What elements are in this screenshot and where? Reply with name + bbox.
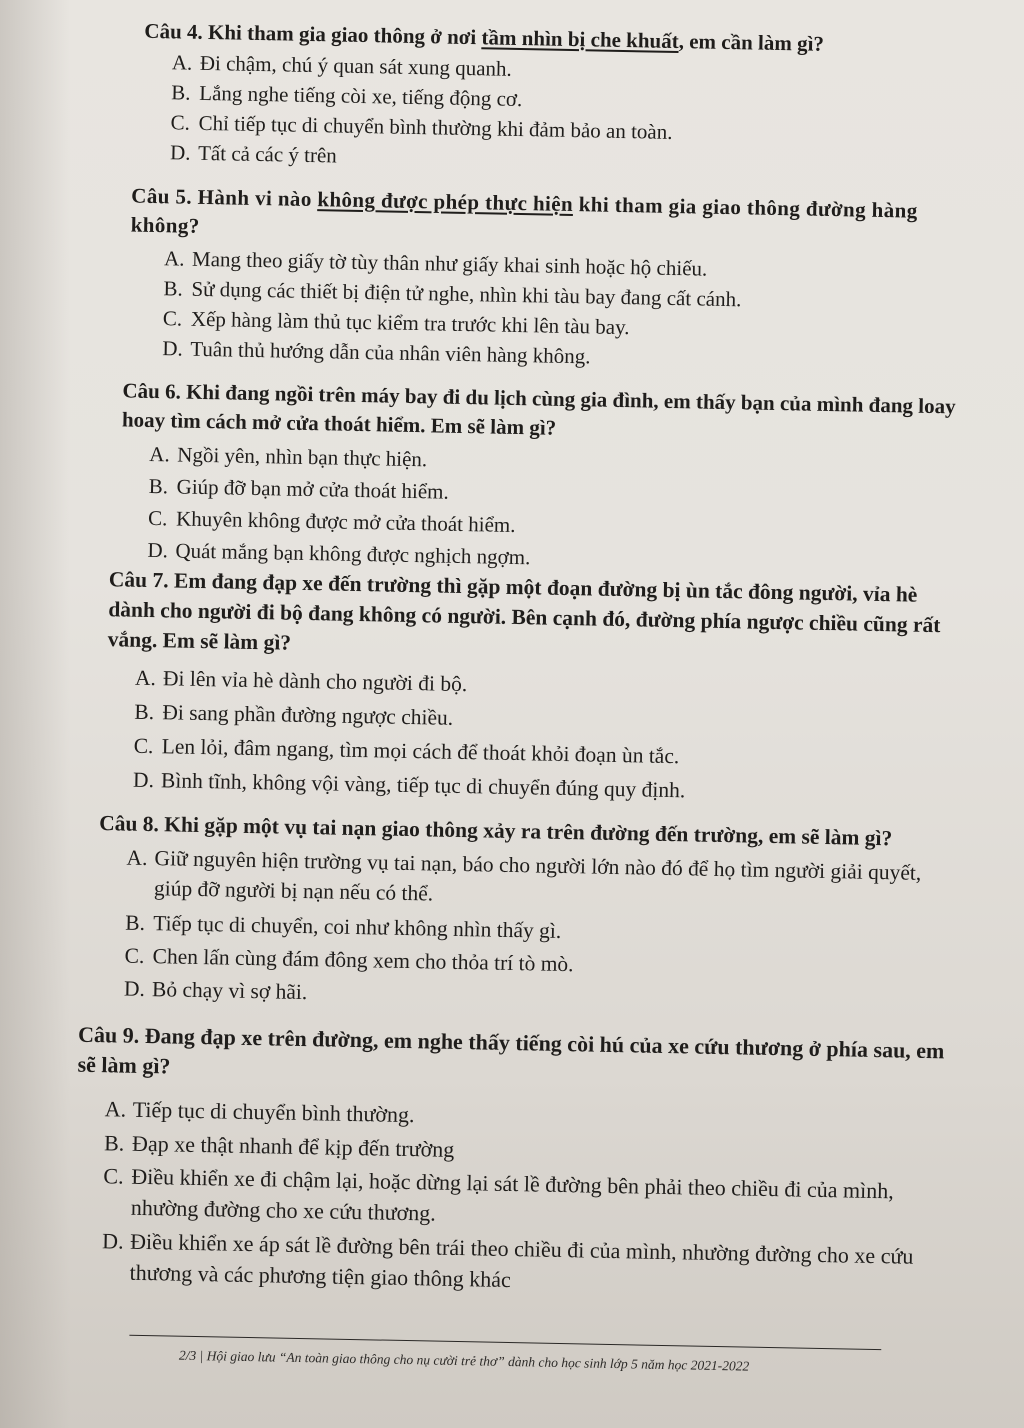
option-text: Đi sang phần đường ngược chiều. [162, 700, 454, 730]
answer-options [73, 1092, 947, 1304]
option-text: Đi chậm, chú ý quan sát xung quanh. [199, 50, 513, 81]
answer-options [96, 842, 959, 1021]
question-7 [105, 564, 959, 812]
answer-options [142, 47, 904, 182]
option-letter: B. [103, 1130, 125, 1156]
option-letter: C. [170, 110, 191, 135]
option-text: Mang theo giấy tờ tùy thân như giấy khai sinh hoặc hộ chiếu. [191, 246, 708, 281]
option-text: Đạp xe thật nhanh để kịp đến trường [131, 1130, 455, 1162]
answer-options [119, 437, 966, 581]
option-text: Bỏ chạy vì sợ hãi. [151, 977, 308, 1005]
option-letter: A. [163, 246, 185, 271]
option-letter: D. [132, 767, 155, 793]
option-letter: A. [104, 1096, 127, 1122]
option-letter: A. [149, 441, 170, 467]
option-letter: B. [134, 699, 155, 725]
title-text: Câu 5. Hành vi nào [131, 183, 318, 212]
option-letter: B. [148, 473, 169, 499]
option-letter: C. [147, 505, 168, 531]
option-letter: D. [123, 976, 146, 1001]
option-text: Khuyên không được mở cửa thoát hiểm. [175, 506, 516, 537]
option-text: Quát mắng bạn không được nghịch ngợm. [175, 538, 531, 570]
question-title: Câu 9. Đang đạp xe trên đường, em nghe thấy tiếng còi hú của xe cứu thương ở phía sau, em sẽ làm gì? [77, 1021, 945, 1079]
page-footer: 2/3 | Hội giao lưu “An toàn giao thông cho nụ cười trẻ thơ” dành cho học sinh lớp 5 năm học 2021-2022 [178, 1347, 750, 1374]
option-letter: C. [103, 1163, 124, 1189]
question-title: Câu 8. Khi gặp một vụ tai nạn giao thông xảy ra trên đường đến trường, em sẽ làm gì? [98, 811, 893, 851]
option-letter: D. [169, 140, 191, 165]
option-text: Tất cả các ý trên [197, 140, 338, 168]
option-letter: A. [126, 845, 148, 870]
option-text: Ngồi yên, nhìn bạn thực hiện. [177, 442, 428, 472]
option-text: Đi lên vỉa hè dành cho người đi bộ. [162, 666, 468, 697]
footer-divider [129, 1335, 881, 1350]
option-letter: D. [101, 1228, 124, 1254]
option-letter: D. [147, 537, 169, 563]
option-letter: D. [162, 336, 183, 361]
option-text: Giữ nguyên hiện trường vụ tai nạn, báo cho người lớn nào đó để họ tìm người giải quyết, giúp đỡ người bị nạn nếu có thể. [153, 846, 922, 906]
option-text: Bình tĩnh, không vội vàng, tiếp tục di chuyển đúng quy định. [160, 768, 686, 803]
option-letter: A. [134, 665, 157, 691]
option-text: Điều khiển xe áp sát lề đường bên trái theo chiều đi của mình, nhường đường cho xe cứu thương và các phương tiện giao thông khác [129, 1228, 914, 1293]
option-letter: B. [163, 276, 183, 301]
option-text: Sử dụng các thiết bị điện tử nghe, nhìn khi tàu bay đang cất cánh. [191, 276, 742, 312]
question-6 [119, 376, 967, 581]
option-text: Điều khiển xe đi chậm lại, hoặc dừng lại sát lề đường bên phải theo chiều đi của mình, nhường đường cho xe cứu thương. [130, 1163, 895, 1226]
option-letter: C. [124, 943, 145, 968]
option-text: Tiếp tục di chuyển, coi như không nhìn thấy gì. [153, 911, 562, 943]
answer-options [105, 660, 957, 812]
option-letter: B. [171, 80, 191, 105]
title-underlined-text: không được phép thực hiện [317, 187, 574, 217]
question-4 [142, 17, 905, 182]
option-text: Tiếp tục di chuyển bình thường. [132, 1096, 415, 1128]
option-letter: C. [162, 306, 183, 331]
question-8 [96, 809, 960, 1021]
option-letter: A. [171, 50, 193, 75]
question-title: Câu 6. Khi đang ngồi trên máy bay đi du lịch cùng gia đình, em thấy bạn của mình đang loay hoay tìm cách mở cửa thoát hiểm. Em sẽ làm gì? [121, 378, 956, 440]
option-text: Giúp đỡ bạn mở cửa thoát hiểm. [176, 474, 449, 504]
option-text: Chen lấn cùng đám đông xem cho thỏa trí tò mò. [152, 944, 574, 977]
question-title: Câu 7. Em đang đạp xe đến trường thì gặp một đoạn đường bị ùn tắc đông người, vỉa hè dành cho người đi bộ đang không có người. Bên cạnh đó, đường phía ngược chiều cũng rất vắng. Em sẽ làm gì? [107, 567, 941, 655]
option-text: Chỉ tiếp tục di chuyển bình thường khi đảm bảo an toàn. [198, 110, 673, 144]
option-text: Xếp hàng làm thủ tục kiểm tra trước khi lên tàu bay. [190, 306, 630, 340]
title-underlined-text: tầm nhìn bị che khuất [481, 25, 679, 54]
answer-option-a [126, 843, 959, 919]
option-text: Tuân thủ hướng dẫn của nhân viên hàng không. [190, 336, 591, 369]
answer-option-d [101, 1225, 944, 1303]
title-text-end: khi tham gia giao thông đường hàng không? [130, 192, 918, 238]
option-letter: C. [133, 733, 154, 759]
option-text: Lắng nghe tiếng còi xe, tiếng động cơ. [199, 80, 523, 112]
question-5 [128, 182, 976, 379]
question-9 [73, 1020, 948, 1307]
title-text-end: , em cần làm gì? [678, 29, 825, 56]
title-text: Câu 4. Khi tham gia giao thông ở nơi [144, 18, 482, 50]
answer-options [128, 243, 975, 379]
option-letter: B. [125, 910, 146, 935]
option-text: Len lỏi, đâm ngang, tìm mọi cách để thoát khỏi đoạn ùn tắc. [161, 734, 680, 769]
